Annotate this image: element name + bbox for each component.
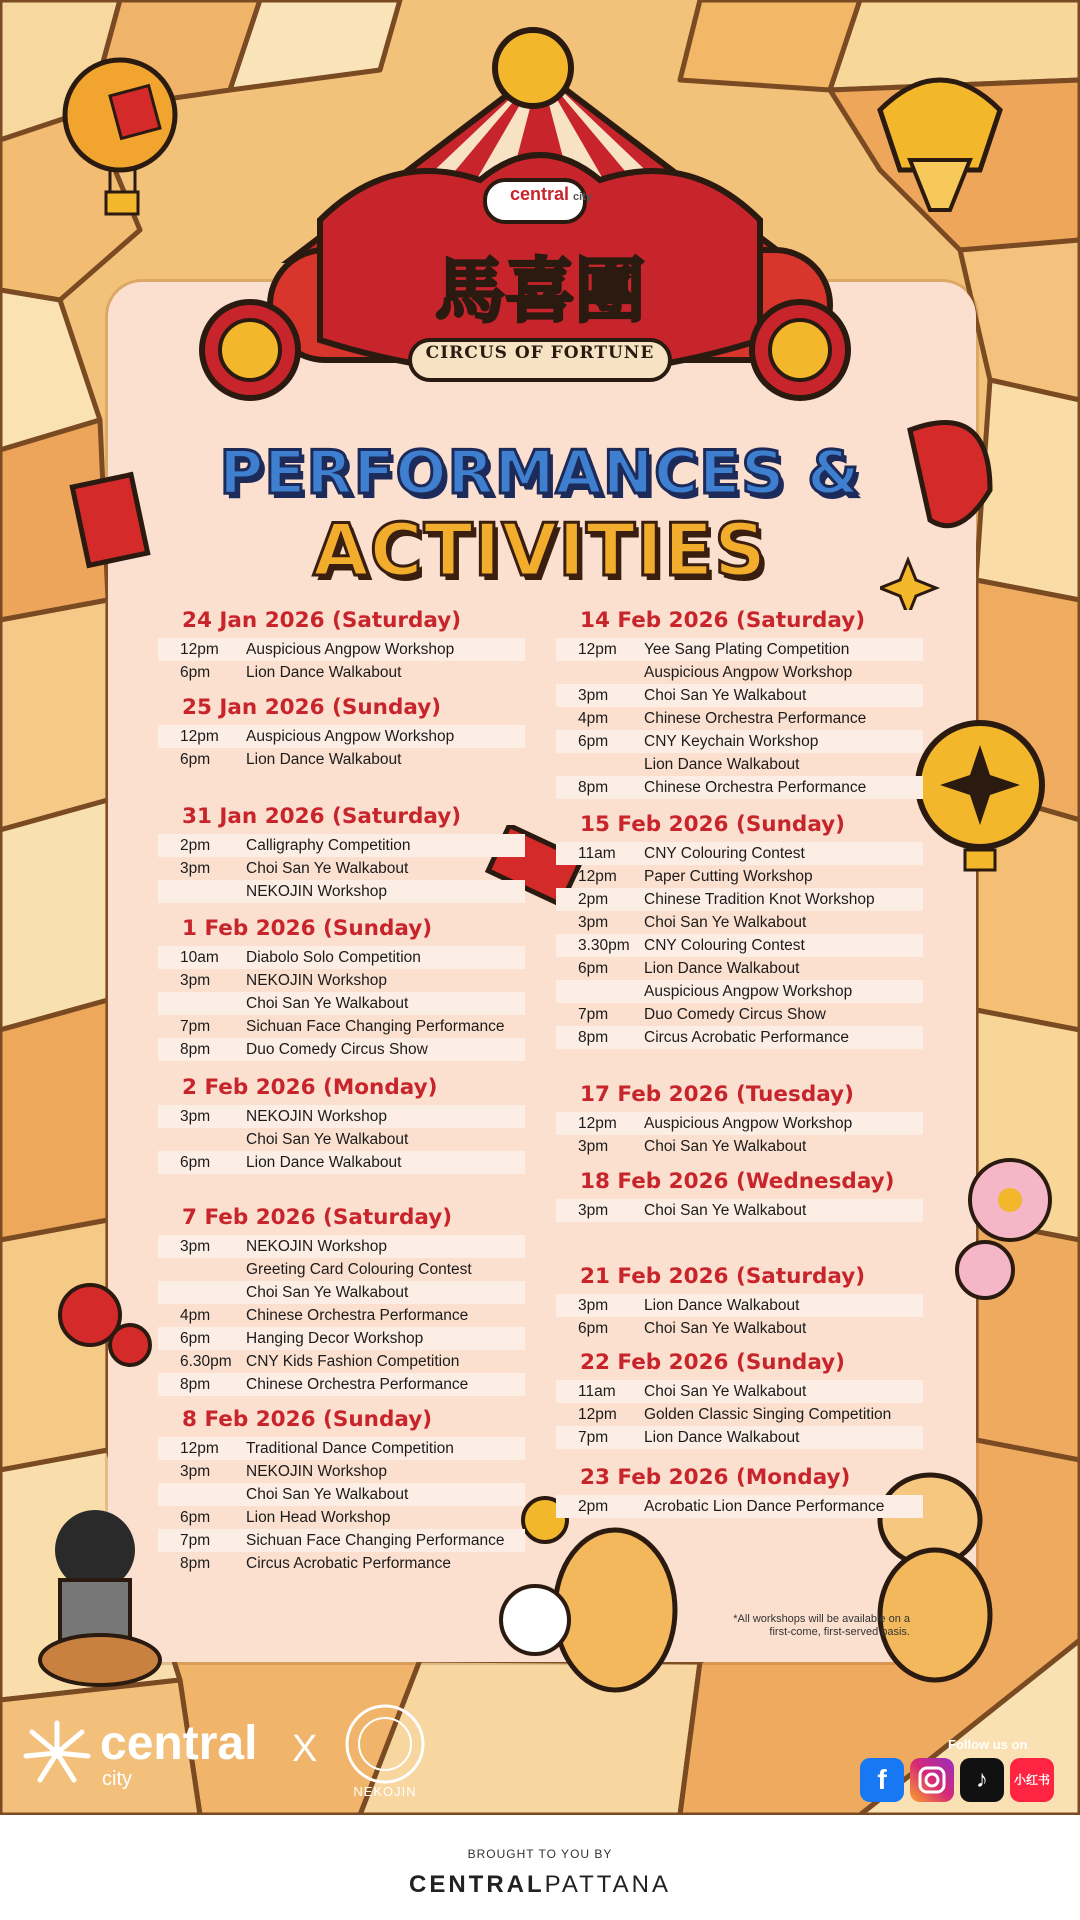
row-activity: Chinese Orchestra Performance <box>246 1376 469 1393</box>
row-time: 3pm <box>578 1138 609 1155</box>
row-activity: Choi San Ye Walkabout <box>644 1202 807 1219</box>
row-activity: Choi San Ye Walkabout <box>644 1138 807 1155</box>
row-time <box>180 880 246 903</box>
schedule-row <box>556 980 923 1003</box>
row-activity: Duo Comedy Circus Show <box>246 1041 428 1058</box>
schedule-row <box>556 888 923 911</box>
schedule-row <box>556 1317 923 1340</box>
row-time: 12pm <box>180 641 219 658</box>
schedule-row <box>158 1281 525 1304</box>
row-time: 4pm <box>180 1307 211 1324</box>
row-time: 12pm <box>180 728 219 745</box>
day-date: 15 Feb 2026 (Sunday) <box>580 812 846 837</box>
schedule-row <box>556 842 923 865</box>
row-activity: Lion Dance Walkabout <box>644 960 800 977</box>
nekojin-emblem-icon <box>335 1702 435 1786</box>
row-time: 6pm <box>578 733 609 750</box>
schedule-row <box>158 1015 525 1038</box>
day-date: 18 Feb 2026 (Wednesday) <box>580 1169 895 1194</box>
row-activity: Lion Dance Walkabout <box>246 751 402 768</box>
row-time: 6pm <box>578 1320 609 1337</box>
schedule-row <box>158 725 525 748</box>
row-activity: Lion Dance Walkabout <box>644 1429 800 1446</box>
row-time: 12pm <box>578 1406 617 1423</box>
row-activity: CNY Kids Fashion Competition <box>246 1353 460 1370</box>
row-time: 8pm <box>180 1376 211 1393</box>
row-activity: NEKOJIN Workshop <box>246 1238 387 1255</box>
row-time: 3pm <box>578 1297 609 1314</box>
row-activity: Circus Acrobatic Performance <box>246 1555 452 1572</box>
xiaohongshu-icon[interactable]: 小红书 <box>1010 1758 1054 1802</box>
day-block <box>158 1075 525 1174</box>
day-block <box>556 1264 923 1340</box>
day-date: 24 Jan 2026 (Saturday) <box>182 608 462 633</box>
schedule-row <box>158 1460 525 1483</box>
row-time: 3pm <box>180 1108 211 1125</box>
row-activity: Sichuan Face Changing Performance <box>246 1532 505 1549</box>
row-time: 12pm <box>578 868 617 885</box>
row-activity: Greeting Card Colouring Contest <box>246 1261 472 1278</box>
row-activity: Chinese Orchestra Performance <box>644 779 867 796</box>
row-time: 2pm <box>578 1498 609 1515</box>
badge-logo: central city <box>510 184 592 204</box>
schedule-row <box>556 1403 923 1426</box>
schedule-row <box>556 957 923 980</box>
schedule-row <box>158 1304 525 1327</box>
row-activity: Auspicious Angpow Workshop <box>246 728 455 745</box>
schedule-row <box>556 684 923 707</box>
row-activity: Choi San Ye Walkabout <box>246 995 409 1012</box>
footer-brand-bold: CENTRAL <box>409 1871 545 1898</box>
row-time <box>180 1281 246 1304</box>
row-time: 3pm <box>180 972 211 989</box>
day-date: 31 Jan 2026 (Saturday) <box>182 804 462 829</box>
schedule-row <box>158 1327 525 1350</box>
day-block <box>158 695 525 771</box>
schedule-row <box>158 1350 525 1373</box>
schedule-row <box>556 1199 923 1222</box>
row-activity: Choi San Ye Walkabout <box>246 1486 409 1503</box>
instagram-glyph <box>910 1758 954 1802</box>
day-date: 23 Feb 2026 (Monday) <box>580 1465 851 1490</box>
row-activity: Duo Comedy Circus Show <box>644 1006 826 1023</box>
schedule-row <box>158 1483 525 1506</box>
day-block <box>556 1169 923 1222</box>
row-time: 7pm <box>180 1018 211 1035</box>
schedule-row <box>158 1258 525 1281</box>
row-activity: Paper Cutting Workshop <box>644 868 813 885</box>
red-blossom-icon <box>50 1275 160 1375</box>
schedule-row <box>158 1506 525 1529</box>
schedule-row <box>158 880 525 903</box>
row-activity: Auspicious Angpow Workshop <box>644 983 853 1000</box>
row-time: 3pm <box>180 1238 211 1255</box>
day-date: 2 Feb 2026 (Monday) <box>182 1075 438 1100</box>
schedule-row <box>556 1026 923 1049</box>
row-time <box>180 992 246 1015</box>
schedule-row <box>556 1426 923 1449</box>
schedule-row <box>556 1380 923 1403</box>
day-date: 25 Jan 2026 (Sunday) <box>182 695 442 720</box>
schedule-row <box>556 865 923 888</box>
schedule-row <box>158 748 525 771</box>
row-time: 3pm <box>578 914 609 931</box>
row-time: 6pm <box>578 960 609 977</box>
row-activity: Auspicious Angpow Workshop <box>246 641 455 658</box>
schedule-row <box>556 776 923 799</box>
day-block <box>158 1407 525 1575</box>
day-date: 8 Feb 2026 (Sunday) <box>182 1407 433 1432</box>
day-block <box>158 916 525 1061</box>
workshop-note: *All workshops will be available on a first-come, first-served basis. <box>733 1613 910 1638</box>
row-time: 3.30pm <box>578 937 630 954</box>
sunburst-icon <box>22 1718 92 1788</box>
row-time: 8pm <box>180 1041 211 1058</box>
day-date: 21 Feb 2026 (Saturday) <box>580 1264 866 1289</box>
schedule-row <box>158 1105 525 1128</box>
row-time: 6pm <box>180 1509 211 1526</box>
row-time <box>180 1258 246 1281</box>
day-date: 22 Feb 2026 (Sunday) <box>580 1350 846 1375</box>
facebook-icon[interactable]: f <box>860 1758 904 1802</box>
day-block <box>556 608 923 799</box>
row-activity: Chinese Orchestra Performance <box>246 1307 469 1324</box>
row-activity: NEKOJIN Workshop <box>246 1463 387 1480</box>
schedule-row <box>158 969 525 992</box>
schedule-row <box>556 911 923 934</box>
row-time <box>578 661 644 684</box>
footer <box>0 1815 1080 1920</box>
schedule-row <box>158 638 525 661</box>
schedule-row <box>556 934 923 957</box>
schedule-row <box>556 1112 923 1135</box>
footer-brought-by: BROUGHT TO YOU BY <box>467 1847 613 1861</box>
row-time: 12pm <box>578 1115 617 1132</box>
row-time <box>578 980 644 1003</box>
row-time: 3pm <box>578 1202 609 1219</box>
row-time: 12pm <box>180 1440 219 1457</box>
schedule-row <box>556 1135 923 1158</box>
schedule-row <box>158 1529 525 1552</box>
nekojin-logo-word: NEKOJIN <box>353 1784 417 1799</box>
row-activity: Choi San Ye Walkabout <box>644 687 807 704</box>
schedule-row <box>158 992 525 1015</box>
row-time: 3pm <box>180 860 211 877</box>
row-activity: Calligraphy Competition <box>246 837 411 854</box>
row-activity: Circus Acrobatic Performance <box>644 1029 850 1046</box>
row-activity: Choi San Ye Walkabout <box>644 1320 807 1337</box>
row-activity: NEKOJIN Workshop <box>246 972 387 989</box>
headline-line1: PERFORMANCES & <box>219 438 861 508</box>
row-activity: Traditional Dance Competition <box>246 1440 454 1457</box>
row-time: 3pm <box>180 1463 211 1480</box>
city-logo-word: city <box>102 1768 132 1790</box>
row-time: 6pm <box>180 1330 211 1347</box>
plum-blossom-icon <box>955 1155 1065 1305</box>
row-activity: Lion Head Workshop <box>246 1509 391 1526</box>
row-activity: NEKOJIN Workshop <box>246 1108 387 1125</box>
knight-on-horse-mascot <box>10 1470 180 1700</box>
footer-brand <box>0 1871 1080 1899</box>
row-activity: Choi San Ye Walkabout <box>246 860 409 877</box>
central-logo-word: central <box>100 1717 258 1770</box>
row-time <box>180 1128 246 1151</box>
row-time: 7pm <box>578 1006 609 1023</box>
row-activity: Choi San Ye Walkabout <box>644 1383 807 1400</box>
row-time: 12pm <box>578 641 617 658</box>
day-date: 1 Feb 2026 (Sunday) <box>182 916 433 941</box>
day-block <box>158 1205 525 1396</box>
row-time: 7pm <box>578 1429 609 1446</box>
schedule-row <box>556 730 923 753</box>
day-block <box>556 1465 923 1518</box>
collab-separator: X <box>292 1728 318 1770</box>
day-block <box>158 804 525 903</box>
schedule-row <box>158 1373 525 1396</box>
row-activity: Lion Dance Walkabout <box>644 1297 800 1314</box>
instagram-icon[interactable] <box>910 1758 954 1802</box>
nekojin-logo <box>335 1702 435 1802</box>
schedule-row <box>158 661 525 684</box>
row-activity: Diabolo Solo Competition <box>246 949 421 966</box>
row-activity: Yee Sang Plating Competition <box>644 641 850 658</box>
schedule-row <box>556 707 923 730</box>
schedule-row <box>556 1294 923 1317</box>
day-date: 17 Feb 2026 (Tuesday) <box>580 1082 854 1107</box>
row-time: 6pm <box>180 1154 211 1171</box>
row-activity: Hanging Decor Workshop <box>246 1330 424 1347</box>
row-activity: Sichuan Face Changing Performance <box>246 1018 505 1035</box>
row-activity: Auspicious Angpow Workshop <box>644 1115 853 1132</box>
schedule-row <box>158 1038 525 1061</box>
schedule-row <box>158 1437 525 1460</box>
footer-brand-light: PATTANA <box>544 1871 671 1898</box>
row-activity: Choi San Ye Walkabout <box>644 914 807 931</box>
row-activity: CNY Colouring Contest <box>644 937 805 954</box>
orange-lantern-icon <box>60 40 180 220</box>
tiktok-icon[interactable]: ♪ <box>960 1758 1004 1802</box>
schedule-row <box>158 857 525 880</box>
row-activity: Lion Dance Walkabout <box>644 756 800 773</box>
row-time: 11am <box>578 1383 616 1400</box>
row-time: 4pm <box>578 710 609 727</box>
row-activity: Choi San Ye Walkabout <box>246 1131 409 1148</box>
row-time: 8pm <box>578 1029 609 1046</box>
central-city-logo <box>22 1712 262 1792</box>
row-time: 2pm <box>180 837 211 854</box>
row-activity: Lion Dance Walkabout <box>246 664 402 681</box>
follow-us-label: Follow us on <box>948 1737 1028 1752</box>
row-activity: Choi San Ye Walkabout <box>246 1284 409 1301</box>
gold-coin-balloon-icon <box>910 715 1050 875</box>
row-time: 10am <box>180 949 219 966</box>
row-time <box>180 1483 246 1506</box>
row-time: 8pm <box>578 779 609 796</box>
day-block <box>556 1082 923 1158</box>
schedule-row <box>158 1552 525 1575</box>
row-activity: Chinese Tradition Knot Workshop <box>644 891 875 908</box>
row-activity: Auspicious Angpow Workshop <box>644 664 853 681</box>
schedule-row <box>556 638 923 661</box>
day-block <box>158 608 525 684</box>
row-activity: CNY Keychain Workshop <box>644 733 819 750</box>
headline-line2: ACTIVITIES <box>313 508 767 592</box>
event-chinese-title: 馬喜團 <box>435 250 645 332</box>
row-time: 2pm <box>578 891 609 908</box>
schedule-row <box>556 753 923 776</box>
row-activity: Lion Dance Walkabout <box>246 1154 402 1171</box>
day-date: 14 Feb 2026 (Saturday) <box>580 608 866 633</box>
day-block <box>556 812 923 1049</box>
schedule-row <box>158 1235 525 1258</box>
row-time <box>578 753 644 776</box>
row-time: 6pm <box>180 664 211 681</box>
row-activity: CNY Colouring Contest <box>644 845 805 862</box>
day-block <box>556 1350 923 1449</box>
schedule-row <box>158 834 525 857</box>
row-time: 6pm <box>180 751 211 768</box>
row-time: 11am <box>578 845 616 862</box>
row-activity: Chinese Orchestra Performance <box>644 710 867 727</box>
schedule-row <box>158 1151 525 1174</box>
row-time: 8pm <box>180 1555 211 1572</box>
row-activity: Golden Classic Singing Competition <box>644 1406 892 1423</box>
gold-ingot-balloon-icon <box>870 60 1010 230</box>
schedule-row <box>556 661 923 684</box>
row-time: 7pm <box>180 1532 211 1549</box>
schedule-row <box>556 1003 923 1026</box>
row-activity: Acrobatic Lion Dance Performance <box>644 1498 885 1515</box>
day-date: 7 Feb 2026 (Saturday) <box>182 1205 453 1230</box>
row-time: 6.30pm <box>180 1353 232 1370</box>
schedule-row <box>158 1128 525 1151</box>
row-time: 3pm <box>578 687 609 704</box>
row-activity: NEKOJIN Workshop <box>246 883 387 900</box>
schedule-row <box>556 1495 923 1518</box>
schedule-row <box>158 946 525 969</box>
event-english-title: CIRCUS OF FORTUNE <box>425 343 655 363</box>
